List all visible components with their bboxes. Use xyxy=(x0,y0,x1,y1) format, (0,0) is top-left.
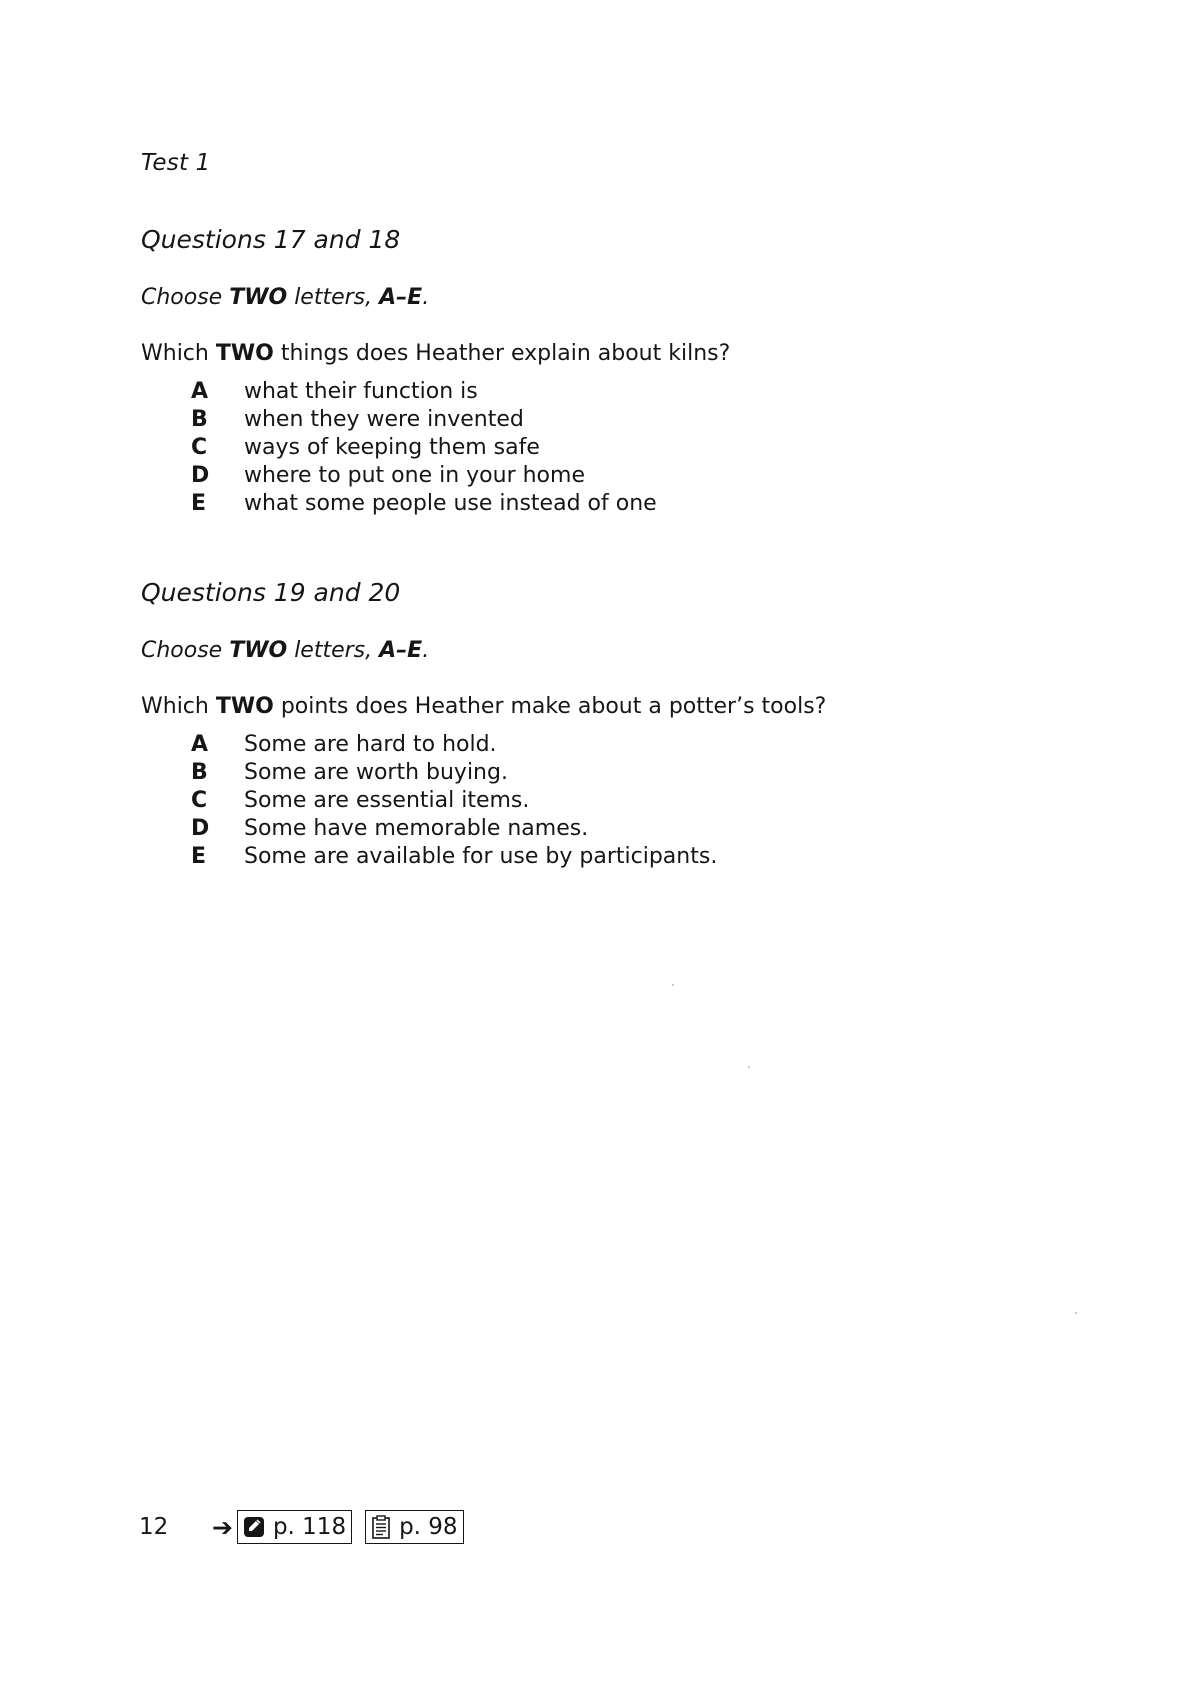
option-text: what their function is xyxy=(244,379,478,404)
option-letter: B xyxy=(191,760,208,785)
option-text: Some are available for use by participants. xyxy=(244,844,718,869)
option-c[interactable] xyxy=(191,434,1041,462)
option-letter: A xyxy=(191,732,209,757)
option-text: what some people use instead of one xyxy=(244,491,657,516)
option-letter: C xyxy=(191,435,208,460)
arrow-right-icon: ➔ xyxy=(212,1512,233,1542)
page-number: 12 xyxy=(139,1514,169,1540)
option-letter: E xyxy=(191,844,207,869)
option-text: Some are worth buying. xyxy=(244,760,508,785)
option-e[interactable] xyxy=(191,843,1041,871)
option-a[interactable] xyxy=(191,378,1041,406)
instruction-emphasis: TWO xyxy=(229,638,288,663)
option-e[interactable] xyxy=(191,490,1041,518)
questions-19-20-section xyxy=(141,578,1041,871)
option-text: Some are hard to hold. xyxy=(244,732,497,757)
option-text: when they were invented xyxy=(244,407,524,432)
section-heading: Questions 17 and 18 xyxy=(141,225,401,254)
option-d[interactable] xyxy=(191,815,1041,843)
section-heading: Questions 19 and 20 xyxy=(141,578,401,607)
option-text: where to put one in your home xyxy=(244,463,585,488)
question-suffix: points does Heather make about a potter’s tools? xyxy=(273,694,827,719)
instruction-middle: letters, xyxy=(287,638,380,663)
option-text: Some have memorable names. xyxy=(244,816,589,841)
question-prefix: Which xyxy=(141,341,216,366)
option-letter: C xyxy=(191,788,208,813)
option-letter: D xyxy=(191,816,210,841)
instruction xyxy=(141,285,1041,310)
scan-speck xyxy=(748,1066,750,1068)
audio-script-reference[interactable] xyxy=(237,1510,352,1544)
option-letter: B xyxy=(191,407,208,432)
page-header: Test 1 xyxy=(141,150,211,176)
scan-speck xyxy=(672,984,674,986)
instruction-range: A–E xyxy=(379,638,423,663)
option-a[interactable] xyxy=(191,731,1041,759)
question-prefix: Which xyxy=(141,694,216,719)
option-letter: D xyxy=(191,463,210,488)
scan-speck xyxy=(1075,1312,1077,1314)
question-prompt xyxy=(141,341,1041,366)
instruction-middle: letters, xyxy=(287,285,380,310)
question-emphasis: TWO xyxy=(215,341,274,366)
reference-page: p. 98 xyxy=(399,1514,458,1540)
audio-script-icon xyxy=(243,1516,265,1538)
option-letter: A xyxy=(191,379,209,404)
instruction-suffix: . xyxy=(422,285,430,310)
instruction-prefix: Choose xyxy=(141,285,230,310)
question-prompt xyxy=(141,694,1041,719)
instruction-range: A–E xyxy=(379,285,423,310)
option-text: Some are essential items. xyxy=(244,788,530,813)
reference-page: p. 118 xyxy=(272,1514,347,1540)
option-text: ways of keeping them safe xyxy=(244,435,540,460)
option-b[interactable] xyxy=(191,759,1041,787)
page-footer xyxy=(139,1510,477,1544)
answer-key-reference[interactable] xyxy=(365,1510,464,1544)
questions-17-18-section xyxy=(141,225,1041,518)
instruction-suffix: . xyxy=(422,638,430,663)
option-c[interactable] xyxy=(191,787,1041,815)
option-b[interactable] xyxy=(191,406,1041,434)
options-list xyxy=(141,378,1041,518)
instruction xyxy=(141,638,1041,663)
question-emphasis: TWO xyxy=(215,694,274,719)
instruction-emphasis: TWO xyxy=(229,285,288,310)
question-suffix: things does Heather explain about kilns? xyxy=(273,341,731,366)
instruction-prefix: Choose xyxy=(141,638,230,663)
options-list xyxy=(141,731,1041,871)
option-letter: E xyxy=(191,491,207,516)
answer-key-icon xyxy=(371,1515,391,1539)
option-d[interactable] xyxy=(191,462,1041,490)
